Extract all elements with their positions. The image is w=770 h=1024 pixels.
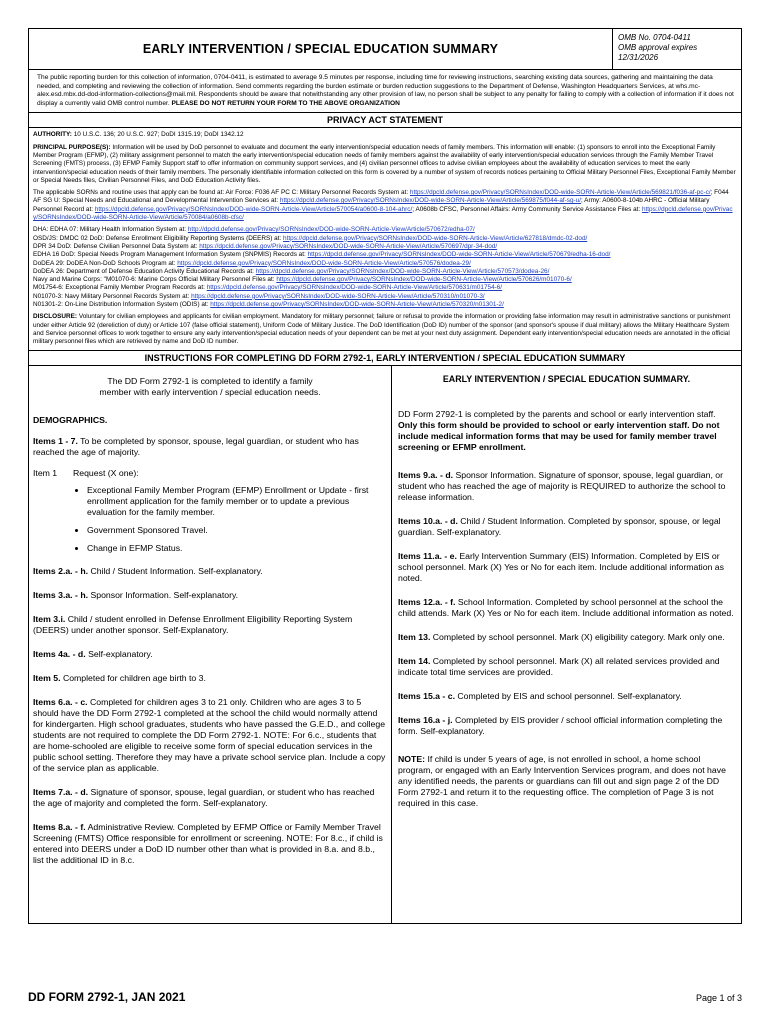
- record-text: DPR 34 DoD: Defense Civilian Personnel Data System at:: [33, 242, 198, 250]
- item-label: Items 6.a. - c.: [33, 696, 88, 707]
- left-intro: The DD Form 2792-1 is completed to identify a family member with early intervention / special education needs.: [99, 375, 321, 397]
- demographics-heading: DEMOGRAPHICS.: [33, 414, 108, 425]
- record-line: [33, 235, 737, 243]
- note-label: NOTE:: [398, 753, 426, 764]
- item-entry: [33, 697, 387, 774]
- item-label: Items 7.a. - d.: [33, 786, 89, 797]
- record-line: [33, 268, 737, 276]
- item-text: Completed for children age birth to 3.: [62, 672, 206, 683]
- item-label: Items 9.a. - d.: [398, 469, 454, 480]
- record-line: [33, 251, 737, 259]
- sorns-mid-3: ; A0608b CFSC, Personnel Affairs: Army Community Service Assistance Files at:: [412, 205, 641, 213]
- item-1-row: [33, 468, 387, 479]
- record-line: [33, 293, 737, 301]
- item-entry: [33, 787, 387, 809]
- item-label: Item 5.: [33, 672, 61, 683]
- record-line: [33, 276, 737, 284]
- right-intro-plain: DD Form 2792-1 is completed by the parents and school or early intervention staff.: [398, 408, 716, 419]
- record-link[interactable]: https://dpcld.defense.gov/Privacy/SORNsIndex/DOD-wide-SORN-Article-View/Article/570697/dpr-34-dod/: [199, 242, 498, 250]
- omb-date: 12/31/2026: [618, 53, 659, 62]
- right-intro: [398, 409, 735, 453]
- privacy-heading: PRIVACY ACT STATEMENT: [28, 112, 742, 128]
- record-text: DHA: EDHA 07: Military Health Information System at:: [33, 226, 187, 234]
- sorns-mid-2: ; Army: A0600-8-104b AHRC - Official Military Personnel Record at:: [33, 197, 710, 213]
- purpose-label: PRINCIPAL PURPOSE(S):: [33, 143, 111, 151]
- authority-paragraph: [33, 131, 737, 139]
- instructions-right-column: [392, 366, 741, 923]
- authority-text: 10 U.S.C. 136; 20 U.S.C. 927; DoDI 1315.19; DoDI 1342.12: [73, 131, 244, 139]
- record-text: M01754-6: Exceptional Family Member Program Records at:: [33, 284, 205, 292]
- item-entry: [398, 597, 735, 619]
- item-label: Items 4a. - d.: [33, 648, 86, 659]
- item-label: Items 2.a. - h.: [33, 565, 89, 576]
- item-entry: [33, 649, 387, 660]
- item-text: Administrative Review. Completed by EFMP Office or Family Member Travel Screening (FMTS) Office responsible for enrollment or screening. NOTE: For 8.c., if child is entered into DEERS under a DoD ID number other than what is provided in 8.a. and 8.b., list the additional ID in 8.c.: [33, 821, 383, 865]
- record-link[interactable]: https://dpcld.defense.gov/Privacy/SORNsIndex/DOD-wide-SORN-Article-View/Article/570679/edha-16-dod/: [307, 251, 611, 259]
- page-number: Page 1 of 3: [695, 993, 742, 1003]
- burden-warning: PLEASE DO NOT RETURN YOUR FORM TO THE ABOVE ORGANIZATION: [171, 99, 400, 107]
- instructions-heading: INSTRUCTIONS FOR COMPLETING DD FORM 2792-1, EARLY INTERVENTION / SPECIAL EDUCATION SUMMARY: [28, 351, 742, 366]
- record-text: EDHA 16 DoD: Special Needs Program Management Information System (SNPMIS) Records at:: [33, 251, 306, 259]
- form-title: EARLY INTERVENTION / SPECIAL EDUCATION SUMMARY: [142, 42, 499, 56]
- disclosure-paragraph: [33, 313, 737, 346]
- record-line: [33, 243, 737, 251]
- item-entry: [398, 470, 735, 503]
- item-text: Signature of sponsor, spouse, legal guardian, or student who has reached the age of majority and completed the form. Self-explanatory.: [33, 786, 375, 808]
- sorns-paragraph: [33, 189, 737, 222]
- items-1-7: [33, 436, 387, 458]
- record-link[interactable]: https://dpcld.defense.gov/Privacy/SORNsIndex/DOD-wide-SORN-Article-View/Article/570576/dodea-29/: [177, 259, 471, 267]
- record-link[interactable]: http://dpcld.defense.gov/Privacy/SORNsIndex/DOD-wide-SORN-Article-View/Article/570672/edha-07/: [187, 226, 475, 234]
- right-note: [398, 754, 735, 809]
- burden-text: The public reporting burden for this collection of information, 0704-0411, is estimated to average 9.5 minutes per response, including time for reviewing instructions, searching existing data sources, gathering and maintaining the data needed, and completing and reviewing the collection of information. Send comments regarding the burden estimate or burden reduction suggestions to the Department of Defense, Washington Headquarters Services, at whs.mc-alex.esd.mbx.dd-dod-information-collections@mail.mil. Respondents should be aware that notwithstanding any other provision of law, no person shall be subject to any penalty for failing to comply with a collection of information if it does not display a currently valid OMB control number.: [37, 74, 734, 107]
- item-label: Items 8.a. - f.: [33, 821, 86, 832]
- item-entry: [398, 656, 735, 678]
- item-entry: [33, 822, 387, 866]
- record-link[interactable]: https://dpcld.defense.gov/Privacy/SORNsIndex/DOD-wide-SORN-Article-View/Article/570626/m01070-6/: [276, 276, 572, 284]
- disclosure-text: Voluntary for civilian employees and applicants for civilian employment. Mandatory for military personnel; failure or refusal to provide the information or providing false information may result in administrative sanctions or punishment under either Article 92 (dereliction of duty) or Article 107 (false official statement), Uniform Code of Military Justice. The DoD Identification (DoD ID) number of the sponsor (and sponsor's spouse if dual military) allows the Military Healthcare System and Service personnel offices to work together to ensure any early intervention/special education needs of your dependent can be met at your next duty assignment. Dependent early intervention/special education needs are annotated in the official military personnel files which are retrieved by name and DoD ID number.: [33, 313, 731, 346]
- item-entry: [398, 715, 735, 737]
- record-link[interactable]: https://dpcld.defense.gov/Privacy/SORNsIndex/DOD-wide-SORN-Article-View/Article/570320/n01301-2/: [210, 301, 504, 309]
- sorn-link-a0600[interactable]: https://dpcld.defense.gov/Privacy/SORNsIndex/DOD-wide-SORN-Article-View/Article/570054/a0600-8-104-ahrc/: [94, 205, 413, 213]
- item-label: Items 1 - 7.: [33, 435, 78, 446]
- item-entry: [33, 614, 387, 636]
- item-entry: [33, 566, 387, 577]
- item-label: Items 12.a. - f.: [398, 596, 456, 607]
- instructions-body: [28, 366, 742, 924]
- note-text: If child is under 5 years of age, is not enrolled in school, a home school program, or engaged with an Early Intervention Services program, and does not have any identified needs, the parents or guardians can fill out and sign page 2 of the DD Form 2792-1 and return it to the requesting office. The completion of Page 3 is not required in this case.: [398, 753, 726, 808]
- instructions-left-column: [29, 366, 392, 923]
- item-text: Sponsor Information. Self-explanatory.: [90, 589, 239, 600]
- item-text: Sponsor Information. Signature of sponsor, spouse, legal guardian, or student who has reached the age of majority is REQUIRED to authorize the school to release information.: [398, 469, 726, 502]
- disclosure-label: DISCLOSURE:: [33, 313, 78, 321]
- record-text: Navy and Marine Corps: "M01070-6: Marine Corps Official Military Personnel Files at:: [33, 276, 275, 284]
- form-page: [28, 28, 742, 924]
- item-text: To be completed by sponsor, spouse, legal guardian, or student who has reached the age of majority.: [33, 435, 359, 457]
- item-entry: [398, 691, 735, 702]
- record-text: DoDEA 26: Department of Defense Education Activity Educational Records at:: [33, 267, 254, 275]
- sorns-intro: The applicable SORNs and routine uses that apply can be found at: Air Force: F036 AF PC C: Military Personnel Records System at:: [33, 189, 409, 197]
- item-entry: [33, 673, 387, 684]
- record-line: [33, 301, 737, 309]
- record-link[interactable]: https://dpcld.defense.gov/Privacy/SORNsIndex/DOD-wide-SORN-Article-View/Article/627818/dmdc-02-dod/: [283, 234, 588, 242]
- purpose-paragraph: [33, 144, 737, 185]
- item-1-text: Request (X one):: [73, 467, 139, 478]
- item-entry: [398, 551, 735, 584]
- right-intro-bold: Only this form should be provided to school or early intervention staff. Do not include medical information forms that may be used for family member travel screening or EFMP enrollment.: [398, 419, 720, 452]
- request-option: • Change in EFMP Status.: [87, 543, 387, 554]
- sorn-link-a0608b[interactable]: https://dpcld.defense.gov/Privacy/SORNsIndex/DOD-wide-SORN-Article-View/Article/570084/a0608b-cfsc/: [33, 205, 733, 222]
- record-link[interactable]: https://dpcld.defense.gov/Privacy/SORNsIndex/DOD-wide-SORN-Article-View/Article/570573/dodea-26/: [255, 267, 550, 275]
- record-text: N01301-2: On-Line Distribution Information System (ODIS) at:: [33, 301, 209, 309]
- item-text: Child / Student Information. Self-explanatory.: [90, 565, 263, 576]
- item-text: Completed by school personnel. Mark (X) eligibility category. Mark only one.: [432, 631, 725, 642]
- sorns-mid-1: ; F044 AF SG U: Special Needs and Educational and Developmental Intervention Services at:: [33, 189, 729, 205]
- item-entry: [33, 590, 387, 601]
- privacy-act-section: [28, 128, 742, 350]
- form-identifier: DD FORM 2792-1, JAN 2021: [28, 990, 186, 1004]
- item-label: Item 14.: [398, 655, 431, 666]
- item-label: Items 11.a. - e.: [398, 550, 457, 561]
- item-entry: [398, 632, 735, 643]
- record-text: DoDEA 29: DoDEA Non-DoD Schools Program at:: [33, 259, 176, 267]
- omb-block: [612, 29, 741, 69]
- request-option: • Exceptional Family Member Program (EFMP) Enrollment or Update - first enrollment application for the family member or to update a previous evaluation for the family member.: [87, 485, 387, 518]
- sorn-link-f036[interactable]: https://dpcld.defense.gov/Privacy/SORNsIndex/DOD-wide-SORN-Article-View/Article/569821/f036-af-pc-c/: [409, 189, 711, 197]
- item-label: Items 15.a - c.: [398, 690, 455, 701]
- item-text: Early Intervention Summary (EIS) Information. Completed by EIS or school personnel. Mark (X) Yes or No for each item. Include additional information as noted.: [398, 550, 724, 583]
- item-1-label: Item 1: [33, 467, 58, 478]
- form-header: [28, 28, 742, 70]
- burden-statement: [28, 70, 742, 112]
- item-text: Completed by school personnel. Mark (X) all related services provided and indicate total time services are provided.: [398, 655, 720, 677]
- item-label: Items 3.a. - h.: [33, 589, 89, 600]
- right-section-title: EARLY INTERVENTION / SPECIAL EDUCATION SUMMARY.: [442, 373, 691, 384]
- omb-number: OMB No. 0704-0411: [618, 33, 691, 42]
- item-entry: [398, 516, 735, 538]
- record-line: [33, 226, 737, 234]
- request-option: • Government Sponsored Travel.: [87, 525, 387, 536]
- record-text: OSD/JS: DMDC 02 DoD: Defense Enrollment Eligibility Reporting Systems (DEERS) at:: [33, 234, 282, 242]
- sorn-link-f044[interactable]: https://dpcld.defense.gov/Privacy/SORNsIndex/DOD-wide-SORN-Article-View/Article/569875/f044-af-sg-u/: [279, 197, 581, 205]
- record-link[interactable]: https://dpcld.defense.gov/Privacy/SORNsIndex/DOD-wide-SORN-Article-View/Article/570631/m01754-6/: [206, 284, 503, 292]
- record-line: [33, 284, 737, 292]
- authority-label: AUTHORITY:: [33, 131, 72, 139]
- item-text: Child / Student Information. Completed by sponsor, spouse, or legal guardian. Self-explanatory.: [398, 515, 721, 537]
- request-options-list: [71, 485, 387, 554]
- item-label: Item 3.i.: [33, 613, 66, 624]
- item-text: Completed by EIS and school personnel. Self-explanatory.: [457, 690, 682, 701]
- form-footer: [28, 990, 742, 1004]
- omb-approval: OMB approval expires: [618, 43, 698, 52]
- item-text: School Information. Completed by school personnel at the school the child attends. Mark (X) Yes or No for each item. Include additional information as noted.: [398, 596, 734, 618]
- item-label: Items 16.a - j.: [398, 714, 453, 725]
- item-text: Completed by EIS provider / school official information completing the form. Self-explanatory.: [398, 714, 723, 736]
- item-text: Self-explanatory.: [88, 648, 153, 659]
- records-list: [33, 226, 737, 309]
- item-label: Items 10.a. - d.: [398, 515, 458, 526]
- item-label: Item 13.: [398, 631, 431, 642]
- record-line: [33, 260, 737, 268]
- purpose-text: Information will be used by DoD personnel to evaluate and document the early intervention/special education needs of family members. This information will enable: (1) sponsors to enroll into the Exceptional Family Member Program (EFMP), (2) military assignment personnel to match the early intervention/special education needs of family members against the availability of early intervention/special education services through the Family Member Travel Screening (FMTS) process, (3) EFMP Family Support staff to offer information on community support services, and (4) civilian personnel offices to advise civilian employees about the availability of education services to meet the early intervention/special education needs of their family members. The personally identifiable information collected on this form is covered by a number of system of records notices pertaining to Official Military Personnel Files, Exceptional Family Member or Special Needs files, Civilian Personnel Files, and DoD Education Activity files.: [33, 143, 736, 184]
- item-text: Completed for children ages 3 to 21 only. Children who are ages 3 to 5 should have the DD Form 2792-1 completed at the school the child would normally attend for kindergarten. High school graduates, students who have passed the G.E.D., and college students are not required to complete the DD Form 2792-1. NOTE: For 6.c., students that are home-schooled are eligible to receive some form of special education services in the public school setting. Therefore they may have a private school service plan. Include a copy of the service plan as applicable.: [33, 696, 386, 773]
- record-text: N01070-3: Navy Military Personnel Records System at:: [33, 292, 190, 300]
- item-text: Child / student enrolled in Defense Enrollment Eligibility Reporting System (DEERS) under another sponsor. Self-Explanatory.: [33, 613, 353, 635]
- record-link[interactable]: https://dpcld.defense.gov/Privacy/SORNsIndex/DOD-wide-SORN-Article-View/Article/570310/n01070-3/: [191, 292, 485, 300]
